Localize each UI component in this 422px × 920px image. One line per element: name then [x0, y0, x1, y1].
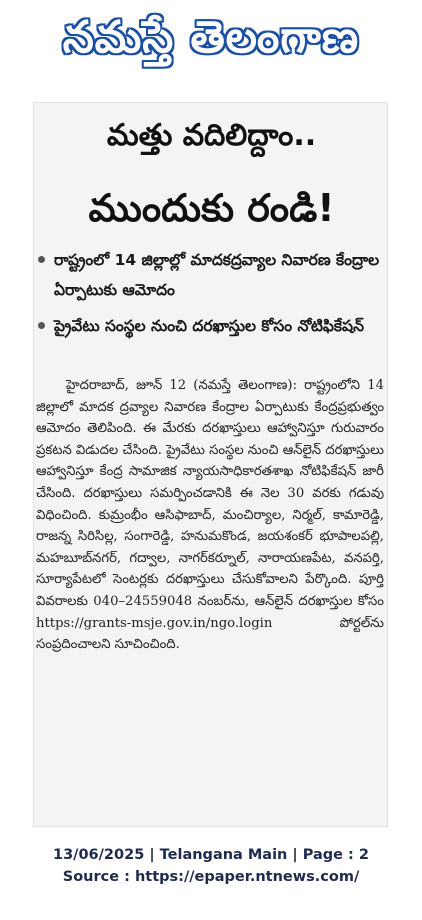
edition-info: 13/06/2025 | Telangana Main | Page : 2	[52, 847, 369, 863]
summary-bullet-text: రాష్ట్రంలో 14 జిల్లాల్లో మాదకద్రవ్యాల నివారణ కేంద్రాల ఏర్పాటుకు ఆమోదం	[54, 251, 380, 299]
summary-bullet	[38, 245, 383, 305]
headline-line-2: ముందుకు రండి!	[88, 186, 335, 230]
newspaper-logo: నమస్తే తెలంగాణ	[62, 12, 360, 63]
bullet-dot-icon	[38, 322, 45, 329]
summary-bullet-text: ప్రైవేటు సంస్థల నుంచి దరఖాస్తుల కోసం నోటిఫికేషన్	[54, 317, 364, 335]
article-clipping	[33, 102, 388, 827]
summary-bullets	[38, 245, 383, 347]
summary-bullet	[38, 311, 383, 341]
masthead	[0, 0, 422, 76]
article-body: హైదరాబాద్, జూన్ 12 (నమస్తే తెలంగాణ): రాష్ట్రంలోని 14 జిల్లాలో మాదక ద్రవ్యాల నివారణ కేంద్రాల ఏర్పాటుకు కేంద్రప్రభుత్వం ఆమోదం తెలిపింది. ఈ మేరకు దరఖాస్తులు ఆహ్వానిస్తూ గురువారం ప్రకటన విడుదల చేసింది. ప్రైవేటు సంస్థల నుంచి ఆన్‌లైన్ దరఖాస్తులు ఆహ్వానిస్తూ కేంద్ర సామాజిక న్యాయసాధికారతశాఖ నోటిఫికేషన్ జారీ చేసింది. దరఖాస్తులు సమర్పించడానికి ఈ నెల 30 వరకు గడువు విధించింది. కుమ్రంభీం ఆసిఫాబాద్, మంచిర్యాల, నిర్మల్, కామారెడ్డి, రాజన్న సిరిసిల్ల, సంగారెడ్డి, హనుమకొండ, జయశంకర్ భూపాలపల్లి, మహబూబ్‌నగర్, గద్వాల, నాగర్‌కర్నూల్, నారాయణపేట, వనపర్తి, సూర్యాపేటలో సెంటర్లకు దరఖాస్తులు చేసుకోవాలని పేర్కొంది. పూర్తి వివరాలకు 040–24559048 నంబర్‌ను, ఆన్‌లైన్ దరఖాస్తుల కోసం https://grants-msje.gov.in/ngo.login పోర్టల్‌ను సంప్రదించాలని సూచించింది.	[36, 378, 384, 653]
bullet-dot-icon	[38, 256, 45, 263]
source-link[interactable]: Source : https://epaper.ntnews.com/	[62, 869, 360, 885]
page-footer	[0, 844, 422, 888]
headline-line-1: మత్తు వదిలిద్దాం..	[106, 118, 317, 153]
